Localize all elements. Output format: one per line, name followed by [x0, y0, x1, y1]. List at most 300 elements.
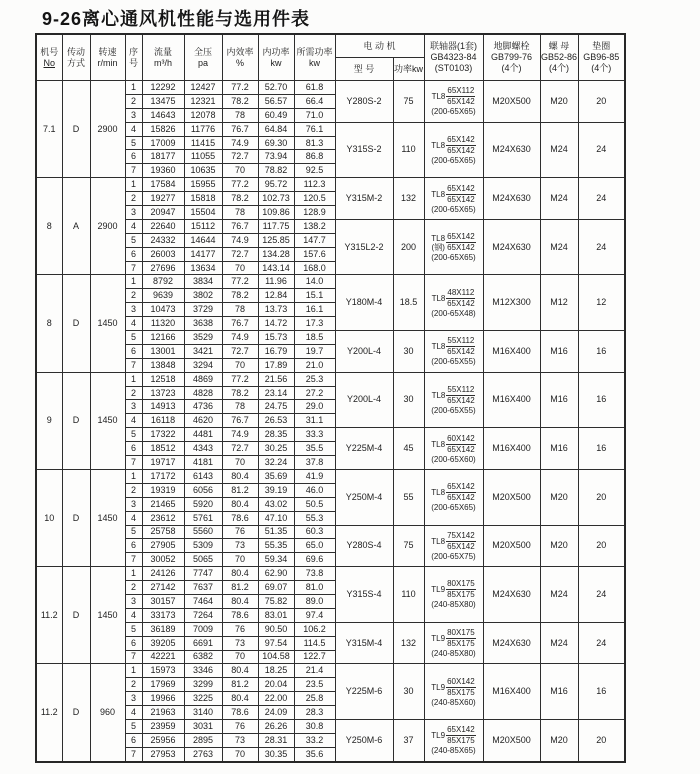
pressure-cell: 7009	[184, 622, 222, 636]
coupling-cell: TL8 $\frac{60X142}{65X142}$ (200-65X60)	[424, 428, 483, 470]
seq-cell: 7	[125, 261, 142, 275]
required-power-cell: 23.5	[294, 678, 335, 692]
efficiency-cell: 78	[222, 303, 258, 317]
seq-cell: 4	[125, 122, 142, 136]
seq-cell: 3	[125, 692, 142, 706]
seq-cell: 1	[125, 81, 142, 95]
flow-cell: 13848	[142, 358, 184, 372]
nut-cell: M24	[540, 178, 578, 220]
pressure-cell: 3421	[184, 344, 222, 358]
efficiency-cell: 76.7	[222, 219, 258, 233]
motor-model-cell: Y315L2-2	[335, 219, 393, 275]
table-row	[36, 428, 625, 442]
pressure-cell: 6143	[184, 469, 222, 483]
internal-power-cell: 69.30	[258, 136, 294, 150]
flow-cell: 39205	[142, 636, 184, 650]
seq-cell: 3	[125, 400, 142, 414]
flow-cell: 33173	[142, 608, 184, 622]
table-row	[36, 275, 625, 289]
pressure-cell: 3834	[184, 275, 222, 289]
required-power-cell: 120.5	[294, 192, 335, 206]
internal-power-cell: 95.72	[258, 178, 294, 192]
flow-cell: 19319	[142, 483, 184, 497]
internal-power-cell: 75.82	[258, 594, 294, 608]
required-power-cell: 15.1	[294, 289, 335, 303]
pressure-cell: 13634	[184, 261, 222, 275]
seq-cell: 2	[125, 581, 142, 595]
bolt-cell: M24X630	[483, 178, 540, 220]
motor-model-cell: Y250M-6	[335, 719, 393, 761]
internal-power-cell: 69.07	[258, 581, 294, 595]
table-row	[36, 81, 625, 95]
coupling-cell: TL8 $\frac{75X142}{65X142}$ (200-65X75)	[424, 525, 483, 567]
bolt-cell: M12X300	[483, 275, 540, 331]
required-power-cell: 86.8	[294, 150, 335, 164]
pressure-cell: 6056	[184, 483, 222, 497]
flow-cell: 14913	[142, 400, 184, 414]
required-power-cell: 30.8	[294, 719, 335, 733]
pressure-cell: 6382	[184, 650, 222, 664]
internal-power-cell: 26.53	[258, 414, 294, 428]
motor-model-cell: Y250M-4	[335, 469, 393, 525]
table-row	[36, 331, 625, 345]
speed-cell: 1450	[90, 567, 125, 664]
bolt-cell: M20X500	[483, 81, 540, 123]
washer-cell: 16	[578, 428, 625, 470]
required-power-cell: 147.7	[294, 233, 335, 247]
required-power-cell: 112.3	[294, 178, 335, 192]
internal-power-cell: 35.69	[258, 469, 294, 483]
internal-power-cell: 109.86	[258, 206, 294, 220]
efficiency-cell: 74.9	[222, 136, 258, 150]
pressure-cell: 5560	[184, 525, 222, 539]
flow-cell: 8792	[142, 275, 184, 289]
seq-cell: 3	[125, 303, 142, 317]
seq-cell: 7	[125, 456, 142, 470]
internal-power-cell: 97.54	[258, 636, 294, 650]
nut-cell: M24	[540, 622, 578, 664]
pressure-cell: 15112	[184, 219, 222, 233]
seq-cell: 7	[125, 358, 142, 372]
internal-power-cell: 17.89	[258, 358, 294, 372]
internal-power-cell: 60.49	[258, 108, 294, 122]
flow-cell: 13723	[142, 386, 184, 400]
washer-cell: 16	[578, 372, 625, 428]
efficiency-cell: 80.4	[222, 497, 258, 511]
seq-cell: 6	[125, 636, 142, 650]
pressure-cell: 12078	[184, 108, 222, 122]
efficiency-cell: 73	[222, 733, 258, 747]
motor-model-cell: Y225M-6	[335, 664, 393, 720]
flow-cell: 10473	[142, 303, 184, 317]
efficiency-cell: 78	[222, 400, 258, 414]
table-row	[36, 719, 625, 733]
seq-cell: 6	[125, 344, 142, 358]
drive-mode-cell: D	[62, 469, 90, 566]
efficiency-cell: 78.2	[222, 94, 258, 108]
motor-model-cell: Y225M-4	[335, 428, 393, 470]
motor-power-cell: 110	[393, 567, 424, 623]
motor-power-cell: 18.5	[393, 275, 424, 331]
required-power-cell: 97.4	[294, 608, 335, 622]
seq-cell: 2	[125, 678, 142, 692]
required-power-cell: 66.4	[294, 94, 335, 108]
flow-cell: 25956	[142, 733, 184, 747]
seq-cell: 2	[125, 94, 142, 108]
washer-cell: 24	[578, 122, 625, 178]
nut-cell: M24	[540, 219, 578, 275]
required-power-cell: 46.0	[294, 483, 335, 497]
flow-cell: 9639	[142, 289, 184, 303]
required-power-cell: 60.3	[294, 525, 335, 539]
washer-cell: 12	[578, 275, 625, 331]
internal-power-cell: 90.50	[258, 622, 294, 636]
motor-power-cell: 30	[393, 372, 424, 428]
bolt-cell: M20X500	[483, 469, 540, 525]
pressure-cell: 7747	[184, 567, 222, 581]
machine-no-cell: 10	[36, 469, 62, 566]
seq-cell: 4	[125, 608, 142, 622]
col-header-internal-power: 内功率 kw	[258, 34, 294, 81]
internal-power-cell: 47.10	[258, 511, 294, 525]
required-power-cell: 21.4	[294, 664, 335, 678]
required-power-cell: 25.3	[294, 372, 335, 386]
efficiency-cell: 70	[222, 747, 258, 761]
efficiency-cell: 76.7	[222, 317, 258, 331]
seq-cell: 2	[125, 192, 142, 206]
drive-mode-cell: D	[62, 275, 90, 372]
pressure-cell: 11776	[184, 122, 222, 136]
internal-power-cell: 16.79	[258, 344, 294, 358]
pressure-cell: 7264	[184, 608, 222, 622]
efficiency-cell: 80.4	[222, 664, 258, 678]
col-header-flow: 流量 m³/h	[142, 34, 184, 81]
table-header	[36, 34, 625, 81]
washer-cell: 20	[578, 525, 625, 567]
internal-power-cell: 30.35	[258, 747, 294, 761]
col-header-required-power: 所需功率 kw	[294, 34, 335, 81]
efficiency-cell: 80.4	[222, 567, 258, 581]
efficiency-cell: 76	[222, 719, 258, 733]
nut-cell: M12	[540, 275, 578, 331]
efficiency-cell: 76.7	[222, 122, 258, 136]
seq-cell: 7	[125, 164, 142, 178]
motor-model-cell: Y200L-4	[335, 372, 393, 428]
efficiency-cell: 78.6	[222, 706, 258, 720]
col-header-coupling: 联轴器(1套) GB4323-84 (ST0103)	[424, 34, 483, 81]
pressure-cell: 3031	[184, 719, 222, 733]
required-power-cell: 114.5	[294, 636, 335, 650]
efficiency-cell: 70	[222, 358, 258, 372]
efficiency-cell: 81.2	[222, 581, 258, 595]
machine-no-cell: 7.1	[36, 81, 62, 178]
required-power-cell: 50.5	[294, 497, 335, 511]
pressure-cell: 14177	[184, 247, 222, 261]
motor-power-cell: 110	[393, 122, 424, 178]
pressure-cell: 14644	[184, 233, 222, 247]
flow-cell: 17584	[142, 178, 184, 192]
nut-cell: M16	[540, 372, 578, 428]
flow-cell: 17009	[142, 136, 184, 150]
machine-no-cell: 11.2	[36, 664, 62, 762]
bolt-cell: M24X630	[483, 567, 540, 623]
table-row	[36, 469, 625, 483]
seq-cell: 4	[125, 706, 142, 720]
motor-model-cell: Y315M-4	[335, 622, 393, 664]
internal-power-cell: 32.24	[258, 456, 294, 470]
pressure-cell: 15955	[184, 178, 222, 192]
flow-cell: 27696	[142, 261, 184, 275]
pressure-cell: 2895	[184, 733, 222, 747]
required-power-cell: 71.0	[294, 108, 335, 122]
efficiency-cell: 80.4	[222, 469, 258, 483]
seq-cell: 4	[125, 511, 142, 525]
flow-cell: 23612	[142, 511, 184, 525]
motor-model-cell: Y280S-2	[335, 81, 393, 123]
coupling-cell: TL9 $\frac{60X142}{85X175}$ (240-85X60)	[424, 664, 483, 720]
efficiency-cell: 77.2	[222, 372, 258, 386]
required-power-cell: 29.0	[294, 400, 335, 414]
table-row	[36, 622, 625, 636]
seq-cell: 2	[125, 289, 142, 303]
internal-power-cell: 11.96	[258, 275, 294, 289]
motor-model-cell: Y315M-2	[335, 178, 393, 220]
speed-cell: 1450	[90, 275, 125, 372]
required-power-cell: 17.3	[294, 317, 335, 331]
required-power-cell: 27.2	[294, 386, 335, 400]
pressure-cell: 12321	[184, 94, 222, 108]
required-power-cell: 106.2	[294, 622, 335, 636]
efficiency-cell: 70	[222, 553, 258, 567]
seq-cell: 1	[125, 178, 142, 192]
machine-no-cell: 8	[36, 275, 62, 372]
drive-mode-cell: D	[62, 567, 90, 664]
required-power-cell: 61.8	[294, 81, 335, 95]
motor-model-cell: Y315S-2	[335, 122, 393, 178]
seq-cell: 5	[125, 525, 142, 539]
nut-cell: M24	[540, 122, 578, 178]
required-power-cell: 73.8	[294, 567, 335, 581]
seq-cell: 6	[125, 247, 142, 261]
coupling-cell: TL9 $\frac{80X175}{85X175}$ (240-85X80)	[424, 567, 483, 623]
flow-cell: 24332	[142, 233, 184, 247]
flow-cell: 25758	[142, 525, 184, 539]
col-header-pressure: 全压 pa	[184, 34, 222, 81]
washer-cell: 24	[578, 567, 625, 623]
required-power-cell: 65.0	[294, 539, 335, 553]
pressure-cell: 11415	[184, 136, 222, 150]
flow-cell: 12166	[142, 331, 184, 345]
flow-cell: 18512	[142, 442, 184, 456]
flow-cell: 17969	[142, 678, 184, 692]
col-header-motor: 电 动 机	[335, 34, 424, 58]
internal-power-cell: 62.90	[258, 567, 294, 581]
seq-cell: 3	[125, 594, 142, 608]
pressure-cell: 3225	[184, 692, 222, 706]
internal-power-cell: 20.04	[258, 678, 294, 692]
required-power-cell: 81.3	[294, 136, 335, 150]
flow-cell: 36189	[142, 622, 184, 636]
internal-power-cell: 51.35	[258, 525, 294, 539]
motor-power-cell: 132	[393, 178, 424, 220]
washer-cell: 16	[578, 664, 625, 720]
internal-power-cell: 78.82	[258, 164, 294, 178]
seq-cell: 5	[125, 622, 142, 636]
efficiency-cell: 78	[222, 206, 258, 220]
efficiency-cell: 73	[222, 539, 258, 553]
motor-power-cell: 45	[393, 428, 424, 470]
washer-cell: 24	[578, 178, 625, 220]
flow-cell: 13001	[142, 344, 184, 358]
coupling-cell: TL8 $\frac{65X142}{65X142}$ (200-65X65)	[424, 469, 483, 525]
drive-mode-cell: D	[62, 372, 90, 469]
motor-model-cell: Y180M-4	[335, 275, 393, 331]
internal-power-cell: 24.75	[258, 400, 294, 414]
table-row	[36, 525, 625, 539]
pressure-cell: 15504	[184, 206, 222, 220]
seq-cell: 2	[125, 386, 142, 400]
seq-cell: 4	[125, 219, 142, 233]
internal-power-cell: 102.73	[258, 192, 294, 206]
flow-cell: 42221	[142, 650, 184, 664]
seq-cell: 5	[125, 428, 142, 442]
required-power-cell: 33.3	[294, 428, 335, 442]
speed-cell: 1450	[90, 372, 125, 469]
internal-power-cell: 134.28	[258, 247, 294, 261]
internal-power-cell: 83.01	[258, 608, 294, 622]
washer-cell: 16	[578, 331, 625, 373]
required-power-cell: 37.8	[294, 456, 335, 470]
nut-cell: M20	[540, 719, 578, 761]
required-power-cell: 14.0	[294, 275, 335, 289]
internal-power-cell: 30.25	[258, 442, 294, 456]
motor-power-cell: 30	[393, 331, 424, 373]
required-power-cell: 35.6	[294, 747, 335, 761]
required-power-cell: 157.6	[294, 247, 335, 261]
internal-power-cell: 56.57	[258, 94, 294, 108]
motor-power-cell: 37	[393, 719, 424, 761]
required-power-cell: 76.1	[294, 122, 335, 136]
efficiency-cell: 77.2	[222, 81, 258, 95]
drive-mode-cell: D	[62, 81, 90, 178]
required-power-cell: 41.9	[294, 469, 335, 483]
bolt-cell: M16X400	[483, 664, 540, 720]
pressure-cell: 4481	[184, 428, 222, 442]
efficiency-cell: 70	[222, 456, 258, 470]
internal-power-cell: 28.31	[258, 733, 294, 747]
efficiency-cell: 78.6	[222, 608, 258, 622]
speed-cell: 960	[90, 664, 125, 762]
col-header-motor-model: 型 号	[335, 58, 393, 81]
seq-cell: 6	[125, 539, 142, 553]
efficiency-cell: 78.2	[222, 386, 258, 400]
internal-power-cell: 117.75	[258, 219, 294, 233]
bolt-cell: M24X630	[483, 122, 540, 178]
internal-power-cell: 55.35	[258, 539, 294, 553]
flow-cell: 22640	[142, 219, 184, 233]
flow-cell: 23959	[142, 719, 184, 733]
motor-power-cell: 55	[393, 469, 424, 525]
required-power-cell: 33.2	[294, 733, 335, 747]
table-row	[36, 664, 625, 678]
efficiency-cell: 70	[222, 164, 258, 178]
washer-cell: 24	[578, 622, 625, 664]
efficiency-cell: 80.4	[222, 692, 258, 706]
washer-cell: 20	[578, 719, 625, 761]
coupling-cell: TL8 $\frac{55X112}{65X142}$ (200-65X55)	[424, 331, 483, 373]
efficiency-cell: 72.7	[222, 247, 258, 261]
flow-cell: 15826	[142, 122, 184, 136]
efficiency-cell: 81.2	[222, 483, 258, 497]
flow-cell: 18177	[142, 150, 184, 164]
internal-power-cell: 104.58	[258, 650, 294, 664]
col-header-speed: 转速 r/min	[90, 34, 125, 81]
flow-cell: 12292	[142, 81, 184, 95]
flow-cell: 17172	[142, 469, 184, 483]
seq-cell: 7	[125, 747, 142, 761]
required-power-cell: 28.3	[294, 706, 335, 720]
pressure-cell: 7637	[184, 581, 222, 595]
pressure-cell: 11055	[184, 150, 222, 164]
flow-cell: 30157	[142, 594, 184, 608]
fan-selection-table	[35, 33, 626, 763]
drive-mode-cell: A	[62, 178, 90, 275]
seq-cell: 6	[125, 150, 142, 164]
motor-model-cell: Y200L-4	[335, 331, 393, 373]
flow-cell: 14643	[142, 108, 184, 122]
washer-cell: 20	[578, 81, 625, 123]
internal-power-cell: 26.26	[258, 719, 294, 733]
bolt-cell: M16X400	[483, 372, 540, 428]
table-row	[36, 219, 625, 233]
flow-cell: 19966	[142, 692, 184, 706]
washer-cell: 20	[578, 469, 625, 525]
nut-cell: M16	[540, 428, 578, 470]
required-power-cell: 69.6	[294, 553, 335, 567]
internal-power-cell: 143.14	[258, 261, 294, 275]
internal-power-cell: 21.56	[258, 372, 294, 386]
seq-cell: 1	[125, 567, 142, 581]
internal-power-cell: 22.00	[258, 692, 294, 706]
coupling-cell: TL8 $\frac{48X112}{65X142}$ (200-65X48)	[424, 275, 483, 331]
machine-no-cell: 11.2	[36, 567, 62, 664]
motor-power-cell: 200	[393, 219, 424, 275]
col-header-washer: 垫圈 GB96-85 (4个)	[578, 34, 625, 81]
flow-cell: 15973	[142, 664, 184, 678]
flow-cell: 19360	[142, 164, 184, 178]
motor-power-cell: 30	[393, 664, 424, 720]
internal-power-cell: 28.35	[258, 428, 294, 442]
coupling-cell: TL8 $\frac{65X112}{65X142}$ (200-65X65)	[424, 81, 483, 123]
pressure-cell: 5920	[184, 497, 222, 511]
required-power-cell: 55.3	[294, 511, 335, 525]
internal-power-cell: 24.09	[258, 706, 294, 720]
bolt-cell: M20X500	[483, 525, 540, 567]
efficiency-cell: 78	[222, 108, 258, 122]
pressure-cell: 3638	[184, 317, 222, 331]
pressure-cell: 3802	[184, 289, 222, 303]
efficiency-cell: 74.9	[222, 331, 258, 345]
machine-no-cell: 9	[36, 372, 62, 469]
bolt-cell: M16X400	[483, 331, 540, 373]
seq-cell: 1	[125, 469, 142, 483]
required-power-cell: 21.0	[294, 358, 335, 372]
seq-cell: 5	[125, 719, 142, 733]
efficiency-cell: 74.9	[222, 428, 258, 442]
nut-cell: M20	[540, 525, 578, 567]
coupling-cell: TL8 $\frac{65X142}{65X142}$ (200-65X65)	[424, 178, 483, 220]
pressure-cell: 12427	[184, 81, 222, 95]
